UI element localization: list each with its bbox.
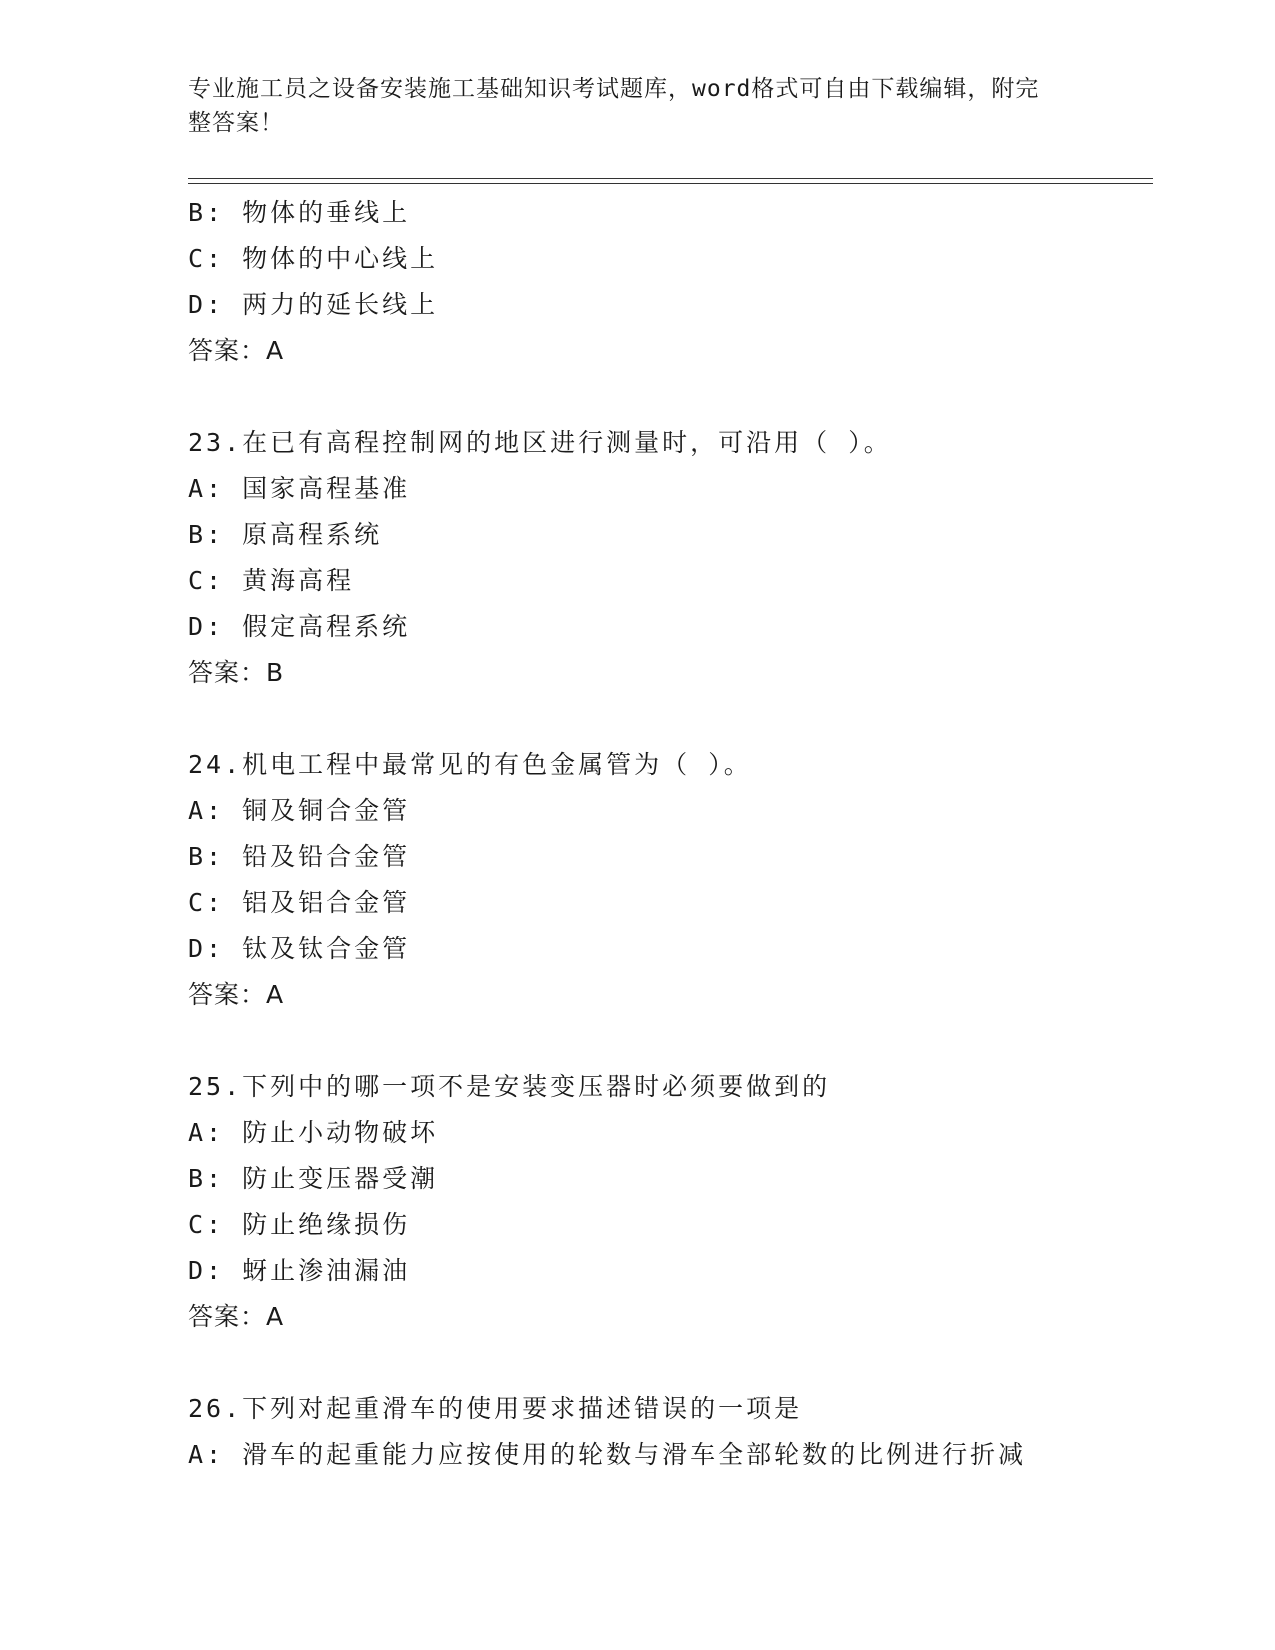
option-b: B: 铅及铅合金管	[188, 842, 411, 871]
answer: 答案：B	[188, 658, 285, 687]
option-c: C: 黄海高程	[188, 566, 355, 595]
question-24	[188, 742, 1128, 1018]
option-a: A: 国家高程基准	[188, 474, 411, 503]
option-d: D: 假定高程系统	[188, 612, 411, 641]
spacer	[188, 696, 1128, 742]
option-b: B: 原高程系统	[188, 520, 383, 549]
question-23	[188, 420, 1128, 696]
option-d: D: 钛及钛合金管	[188, 934, 411, 963]
header-line-2: 整答案！	[188, 110, 284, 136]
question-text: 24.机电工程中最常见的有色金属管为（ ）。	[188, 750, 752, 779]
question-22	[188, 190, 1128, 374]
question-list	[188, 190, 1128, 1478]
question-text: 23.在已有高程控制网的地区进行测量时，可沿用（ ）。	[188, 428, 892, 457]
answer: 答案：A	[188, 980, 285, 1009]
spacer	[188, 1340, 1128, 1386]
option-c: C: 铝及铝合金管	[188, 888, 411, 917]
answer: 答案：A	[188, 1302, 285, 1331]
option-d: D: 蚜止渗油漏油	[188, 1256, 411, 1285]
option-a: A: 防止小动物破坏	[188, 1118, 439, 1147]
header-line-1: 专业施工员之设备安装施工基础知识考试题库，word格式可自由下载编辑，附完	[188, 76, 1040, 102]
option-a: A: 滑车的起重能力应按使用的轮数与滑车全部轮数的比例进行折减	[188, 1440, 1027, 1469]
page-header	[188, 72, 1088, 140]
option-c: C: 防止绝缘损伤	[188, 1210, 411, 1239]
question-26	[188, 1386, 1128, 1478]
header-divider-bottom	[188, 183, 1153, 184]
option-b: B: 物体的垂线上	[188, 198, 411, 227]
option-a: A: 铜及铜合金管	[188, 796, 411, 825]
answer: 答案：A	[188, 336, 285, 365]
spacer	[188, 374, 1128, 420]
option-d: D: 两力的延长线上	[188, 290, 439, 319]
question-text: 26.下列对起重滑车的使用要求描述错误的一项是	[188, 1394, 803, 1423]
option-c: C: 物体的中心线上	[188, 244, 439, 273]
question-25	[188, 1064, 1128, 1340]
spacer	[188, 1018, 1128, 1064]
question-text: 25.下列中的哪一项不是安装变压器时必须要做到的	[188, 1072, 831, 1101]
option-b: B: 防止变压器受潮	[188, 1164, 439, 1193]
header-divider-top	[188, 178, 1153, 179]
